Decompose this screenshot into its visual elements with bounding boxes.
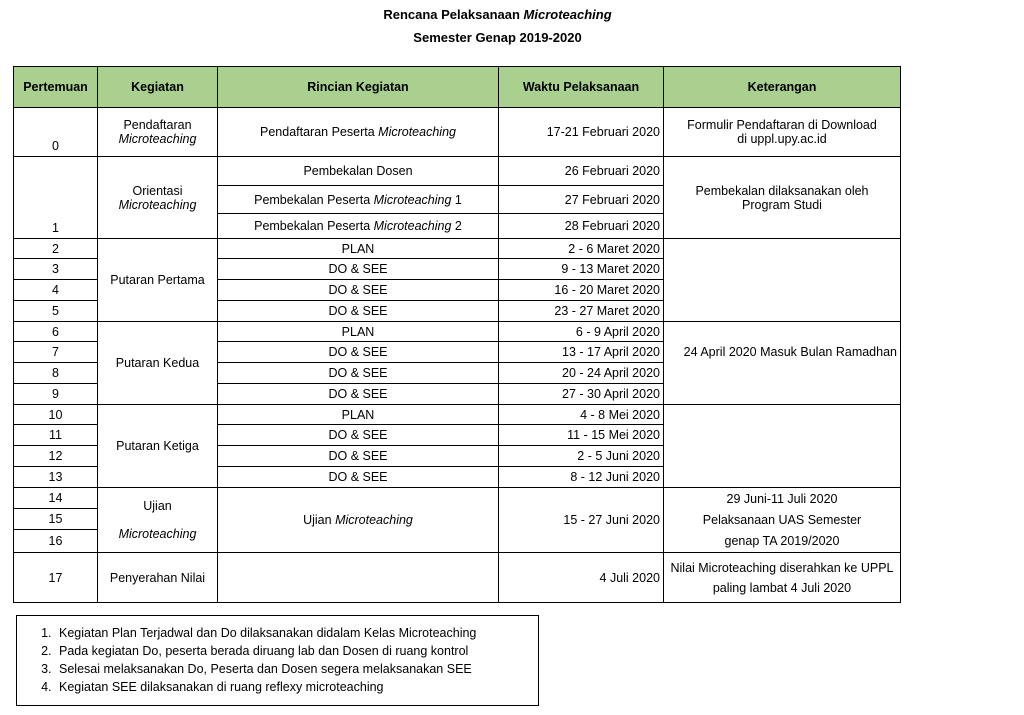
- waktu-cell: 16 - 20 Maret 2020: [499, 280, 664, 301]
- rincian-cell: DO & SEE: [218, 259, 499, 280]
- keterangan-cell: Pembekalan dilaksanakan oleh Program Studi: [664, 157, 901, 239]
- pertemuan-cell: 1: [14, 157, 98, 239]
- table-row: [14, 322, 901, 342]
- rincian-cell: DO & SEE: [218, 363, 499, 384]
- waktu-cell: 27 Februari 2020: [499, 186, 664, 214]
- header-pertemuan: Pertemuan: [14, 67, 98, 108]
- waktu-cell: 23 - 27 Maret 2020: [499, 301, 664, 322]
- table-row: [14, 157, 901, 186]
- rincian-cell: DO & SEE: [218, 301, 499, 322]
- table-row: [14, 488, 901, 509]
- note-item: 2. Pada kegiatan Do, peserta berada diruang lab dan Dosen di ruang kontrol: [55, 642, 538, 660]
- kegiatan-cell: Ujian Microteaching: [98, 488, 218, 553]
- kegiatan-cell: Putaran Ketiga: [98, 405, 218, 488]
- waktu-cell: 4 Juli 2020: [499, 553, 664, 603]
- waktu-cell: 27 - 30 April 2020: [499, 384, 664, 405]
- pertemuan-cell: 12: [14, 446, 98, 467]
- rincian-cell: DO & SEE: [218, 280, 499, 301]
- waktu-cell: 6 - 9 April 2020: [499, 322, 664, 342]
- rincian-cell: PLAN: [218, 239, 499, 259]
- pertemuan-cell: 8: [14, 363, 98, 384]
- rincian-cell: Pembekalan Peserta Microteaching 2: [218, 214, 499, 239]
- pertemuan-cell: 0: [14, 108, 98, 157]
- table-row: [14, 405, 901, 425]
- rincian-cell: Pendaftaran Peserta Microteaching: [218, 108, 499, 157]
- document-title: Rencana Pelaksanaan Microteaching: [383, 7, 612, 22]
- waktu-cell: 15 - 27 Juni 2020: [499, 488, 664, 553]
- rincian-cell: Pembekalan Dosen: [218, 157, 499, 186]
- note-item: 3. Selesai melaksanakan Do, Peserta dan Dosen segera melaksanakan SEE: [55, 660, 538, 678]
- notes-list: [17, 624, 538, 696]
- rincian-cell: PLAN: [218, 322, 499, 342]
- schedule-table: [13, 66, 901, 603]
- pertemuan-cell: 7: [14, 342, 98, 363]
- waktu-cell: 9 - 13 Maret 2020: [499, 259, 664, 280]
- header-waktu: Waktu Pelaksanaan: [499, 67, 664, 108]
- rincian-cell: DO & SEE: [218, 467, 499, 488]
- notes-box: [16, 615, 539, 706]
- waktu-cell: 4 - 8 Mei 2020: [499, 405, 664, 425]
- rincian-cell: DO & SEE: [218, 425, 499, 446]
- kegiatan-cell: Penyerahan Nilai: [98, 553, 218, 603]
- pertemuan-cell: 9: [14, 384, 98, 405]
- table-header-row: [14, 67, 901, 108]
- rincian-cell: [218, 553, 499, 603]
- rincian-cell: DO & SEE: [218, 384, 499, 405]
- waktu-cell: 26 Februari 2020: [499, 157, 664, 186]
- waktu-cell: 2 - 5 Juni 2020: [499, 446, 664, 467]
- rincian-cell: DO & SEE: [218, 446, 499, 467]
- keterangan-cell: [664, 239, 901, 322]
- pertemuan-cell: 11: [14, 425, 98, 446]
- pertemuan-cell: 13: [14, 467, 98, 488]
- header-rincian: Rincian Kegiatan: [218, 67, 499, 108]
- waktu-cell: 8 - 12 Juni 2020: [499, 467, 664, 488]
- table-row: [14, 553, 901, 603]
- keterangan-cell: [664, 405, 901, 488]
- table-row: [14, 108, 901, 157]
- document-subtitle: Semester Genap 2019-2020: [413, 30, 582, 45]
- kegiatan-cell: Pendaftaran Microteaching: [98, 108, 218, 157]
- pertemuan-cell: 2: [14, 239, 98, 259]
- pertemuan-cell: 4: [14, 280, 98, 301]
- waktu-cell: 17-21 Februari 2020: [499, 108, 664, 157]
- kegiatan-cell: Putaran Kedua: [98, 322, 218, 405]
- rincian-cell: Pembekalan Peserta Microteaching 1: [218, 186, 499, 214]
- waktu-cell: 20 - 24 April 2020: [499, 363, 664, 384]
- note-item: 4. Kegiatan SEE dilaksanakan di ruang reflexy microteaching: [55, 678, 538, 696]
- header-kegiatan: Kegiatan: [98, 67, 218, 108]
- keterangan-cell: 24 April 2020 Masuk Bulan Ramadhan: [664, 322, 901, 405]
- pertemuan-cell: 3: [14, 259, 98, 280]
- pertemuan-cell: 5: [14, 301, 98, 322]
- header-keterangan: Keterangan: [664, 67, 901, 108]
- keterangan-cell: Formulir Pendaftaran di Download di uppl.upy.ac.id: [664, 108, 901, 157]
- kegiatan-cell: Orientasi Microteaching: [98, 157, 218, 239]
- rincian-cell: Ujian Microteaching: [218, 488, 499, 553]
- pertemuan-cell: 10: [14, 405, 98, 425]
- waktu-cell: 11 - 15 Mei 2020: [499, 425, 664, 446]
- note-item: 1. Kegiatan Plan Terjadwal dan Do dilaksanakan didalam Kelas Microteaching: [55, 624, 538, 642]
- waktu-cell: 13 - 17 April 2020: [499, 342, 664, 363]
- keterangan-cell: Nilai Microteaching diserahkan ke UPPL paling lambat 4 Juli 2020: [664, 553, 901, 603]
- pertemuan-cell: 14: [14, 488, 98, 509]
- keterangan-cell: 29 Juni-11 Juli 2020 Pelaksanaan UAS Semester genap TA 2019/2020: [664, 488, 901, 553]
- rincian-cell: DO & SEE: [218, 342, 499, 363]
- pertemuan-cell: 15: [14, 509, 98, 530]
- rincian-cell: PLAN: [218, 405, 499, 425]
- pertemuan-cell: 17: [14, 553, 98, 603]
- kegiatan-cell: Putaran Pertama: [98, 239, 218, 322]
- pertemuan-cell: 16: [14, 530, 98, 553]
- waktu-cell: 28 Februari 2020: [499, 214, 664, 239]
- pertemuan-cell: 6: [14, 322, 98, 342]
- waktu-cell: 2 - 6 Maret 2020: [499, 239, 664, 259]
- table-row: [14, 239, 901, 259]
